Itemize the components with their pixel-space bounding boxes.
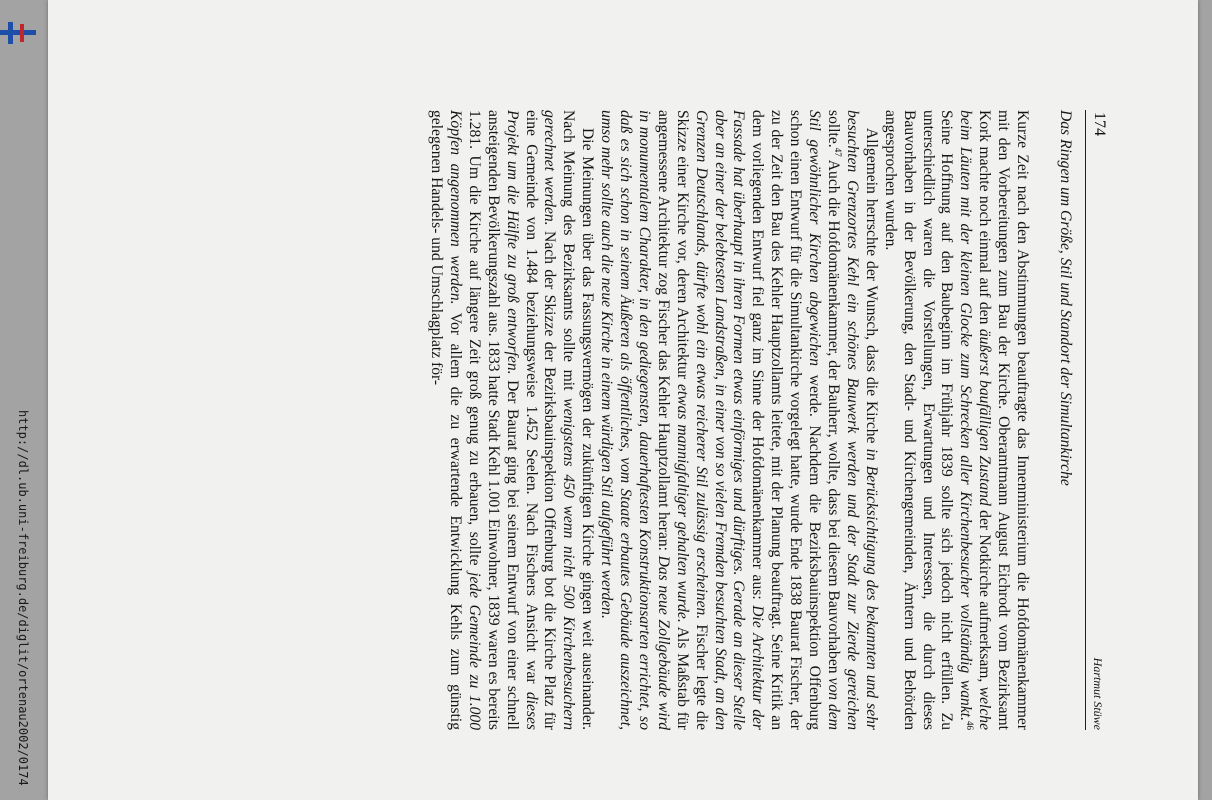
italic-quote: Das neue Zollgebäude wird in monumentalem Charakter, in den gediegensten, dauerhaftesten Konstruktionsarten errichtet, so daß es sich schon in seinem Äußeren als öffentliches, vom Staate erbautes Gebäude auszeichnet, umso mehr sollte auch die neue Kirche in einem würdigen Stil aufgeführt werden. bbox=[598, 110, 672, 730]
italic-quote: etwas mannigfaltiger gehalten wurde. bbox=[673, 383, 691, 623]
side-url-label: http://dl.ub.uni-freiburg.de/diglit/ortenau2002/0174 bbox=[16, 410, 30, 786]
italic-quote: wenigstens 450 wenn nicht 500 Kirchenbesuchern gerechnet werden. bbox=[541, 110, 578, 730]
left-margin-strip bbox=[0, 0, 48, 800]
text-run: Die Meinungen über das Fassungsvermögen der zukünftigen Kirche gingen weit auseinander. Nach Meinung des Bezirksamts sollte mit bbox=[560, 110, 597, 730]
text-run: Kurze Zeit nach den Abstimmungen beauftragte das Innenministerium die Hofdomänenkammer mit den Vorbereitungen zum Bau der Kirche. Oberamtmann August Eichrodt vom Bezirksamt Kork machte noch einmal auf den bbox=[976, 110, 1032, 730]
text-run: Fischer legte die Skizze einer Kirche vor, deren Architektur bbox=[673, 110, 710, 730]
paragraph bbox=[596, 110, 880, 730]
paragraph-list bbox=[426, 110, 1031, 730]
italic-quote: dieses Projekt um die Hälfte zu groß entworfen. bbox=[503, 110, 540, 730]
text-run: Vor allem die zu erwartende Entwicklung Kehls zum günstig gelegenen Handels- und Umschlagplatz för- bbox=[428, 110, 464, 730]
page-number: 174 bbox=[1091, 112, 1108, 136]
text-run: Der Baurat ging bei seinem Entwurf von einer schnell ansteigenden Bevölkerungszahl aus. 1833 hatte Stadt Kehl 1.001 Einwohner, 1839 waren es bereits 1.281. Um die Kirche auf längere Zeit groß genug zu erbauen, sollte bbox=[465, 110, 521, 731]
text-run: der Notkirche aufmerksam, bbox=[976, 505, 994, 687]
rotated-page-content bbox=[68, 110, 1108, 730]
text-run: Auch die Hofdomänenkammer, der Bauherr, wollte, dass bei diesem Bauvorhaben bbox=[825, 156, 843, 678]
italic-quote: in Berücksichtigung des bekannten und sehr besuchten Grenzortes Kehl ein schönes Bauwerk werden und der Stadt zur Zierde gereichen bbox=[843, 110, 880, 730]
section-heading: Das Ringen um Größe, Stil und Standort der Simultankirche bbox=[1057, 110, 1074, 486]
running-head-author: Hartmut Stüwe bbox=[1091, 657, 1105, 730]
right-margin-strip bbox=[1198, 0, 1212, 800]
italic-quote: welche beim Läuten mit der kleinen Glocke zum Schrecken aller Kirchenbesucher vollständig wankt. bbox=[957, 110, 994, 730]
text-run: sollte. bbox=[825, 110, 843, 148]
italic-quote: Die Architektur der Fassade hat überhaupt in ihren Formen etwas einförmiges und dürftiges. Gerade an dieser Stelle aber an einer der belebtesten Landstraßen, in einer von so vielen Fremden besuchten Stadt, an den Grenzen Deutschlands, dürfte wohl ein etwas reicherer Stil zulässig erscheinen. bbox=[692, 110, 767, 730]
footnote-ref: 46 bbox=[965, 721, 976, 730]
italic-quote: von dem Stil gewöhnlicher Kirchen abgewichen bbox=[806, 110, 843, 730]
paragraph bbox=[426, 110, 596, 730]
text-run: Als Maßstab für angemessene Architektur zog Fischer das Kehler Hauptzollamt heran: bbox=[654, 110, 691, 730]
paragraph bbox=[880, 110, 1031, 730]
italic-quote: jede Gemeinde zu 1.000 Köpfen angenommen werden. bbox=[446, 110, 483, 730]
scanned-page bbox=[48, 0, 1198, 800]
running-head bbox=[1085, 110, 1108, 730]
footnote-ref: 47 bbox=[833, 147, 844, 157]
text-run: Allgemein herrschte der Wunsch, dass die Kirche bbox=[862, 128, 880, 449]
text-run: Nach der Skizze der Bezirksbauinspektion Offenburg bot die Kirche Platz für eine Gemeinde von 1.484 beziehungsweise 1.452 Seelen. Nach Fischers Ansicht war bbox=[522, 110, 559, 730]
text-run: werde. Nachdem die Bezirksbauinspektion Offenburg schon einen Entwurf für die Simultankirche vorgelegt hatte, wurde Ende 1838 Baurat Fischer, der zu der Zeit den Bau des Kehler Hauptzollamts leitete, mit der Planung beauftragt. Seine Kritik an dem vorliegenden Entwurf fiel ganz im Sinne der Hofdomänenkammer aus: bbox=[749, 110, 824, 730]
text-run: Seine Hoffnung auf den Baubeginn im Frühjahr 1839 sollte sich jedoch nicht erfüllen. Zu unterschiedlich waren die Vorstellungen, Erwartungen und Interessen, die durch dieses Bauvorhaben in der Bevölkerung, den Stadt- und Kirchengemeinden, Ämtern und Behörden angesprochen wurden. bbox=[881, 110, 956, 730]
body-text bbox=[426, 110, 1074, 730]
library-logo-icon bbox=[0, 22, 36, 44]
italic-quote: äußerst baufälligen Zustand bbox=[976, 328, 994, 506]
